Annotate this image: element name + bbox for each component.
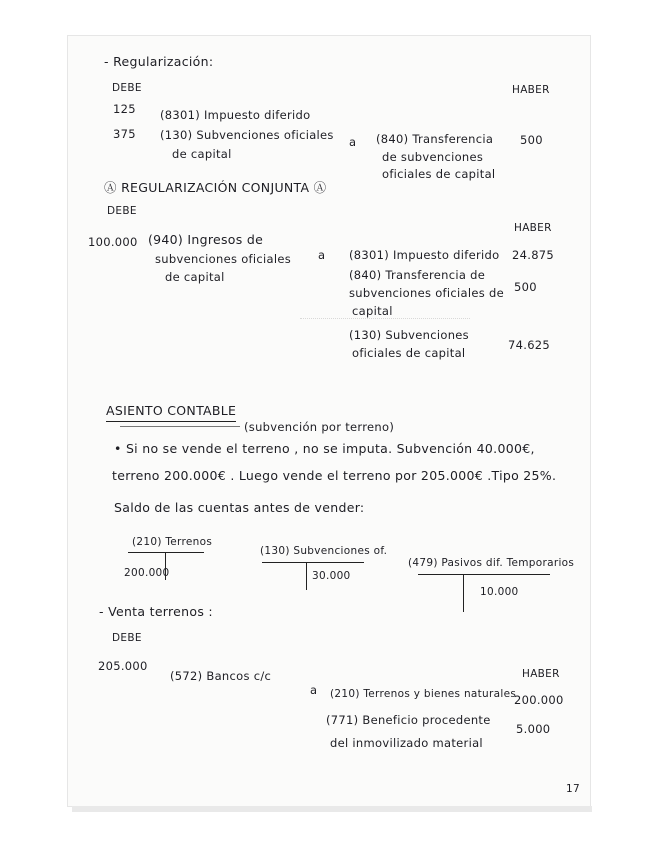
credit-account-cont: del inmovilizado material bbox=[330, 736, 483, 750]
t-account-name: (210) Terrenos bbox=[132, 536, 213, 548]
credit-account-cont: subvenciones oficiales de bbox=[349, 286, 504, 300]
credit-account: (840) Transferencia de bbox=[349, 268, 486, 282]
bullet-text: • Si no se vende el terreno , no se imputa. Subvención 40.000€, bbox=[114, 441, 535, 456]
credit-account-cont: oficiales de capital bbox=[382, 167, 496, 181]
credit-amount: 200.000 bbox=[514, 693, 564, 707]
debit-amount: 205.000 bbox=[98, 659, 148, 673]
t-account-value: 200.000 bbox=[124, 567, 170, 579]
haber-label: HABER bbox=[512, 84, 550, 96]
asiento-title: ASIENTO CONTABLE bbox=[106, 403, 237, 418]
bullet-text: terreno 200.000€ . Luego vende el terreno por 205.000€ .Tipo 25%. bbox=[112, 468, 557, 483]
credit-account: (130) Subvenciones bbox=[349, 328, 469, 342]
page-edge bbox=[72, 806, 592, 812]
saldo-text: Saldo de las cuentas antes de vender: bbox=[114, 500, 365, 515]
debe-label: DEBE bbox=[112, 82, 142, 94]
regularizacion-title: - Regularización: bbox=[104, 54, 214, 69]
debe-label: DEBE bbox=[112, 632, 142, 644]
debit-amount: 375 bbox=[113, 127, 136, 141]
t-account-value: 30.000 bbox=[312, 570, 351, 582]
bleed-through-line bbox=[300, 318, 470, 319]
debit-account: (572) Bancos c/c bbox=[170, 669, 272, 683]
debit-account: (8301) Impuesto diferido bbox=[160, 108, 311, 122]
credit-amount: 5.000 bbox=[516, 722, 551, 736]
debe-label: DEBE bbox=[107, 205, 137, 217]
t-account-stem bbox=[306, 562, 307, 590]
credit-account: (771) Beneficio procedente bbox=[326, 713, 491, 727]
a-connector: a bbox=[349, 135, 357, 149]
a-connector: a bbox=[318, 248, 326, 262]
debit-amount: 125 bbox=[113, 102, 136, 116]
t-account-value: 10.000 bbox=[480, 586, 519, 598]
credit-account: (8301) Impuesto diferido bbox=[349, 248, 500, 262]
title-underline-2 bbox=[120, 426, 240, 427]
asiento-subtitle: (subvención por terreno) bbox=[244, 420, 395, 434]
debit-account: (940) Ingresos de bbox=[148, 232, 264, 247]
debit-account: (130) Subvenciones oficiales bbox=[160, 128, 334, 142]
t-account-name: (130) Subvenciones of. bbox=[260, 545, 388, 557]
debit-account-cont: de capital bbox=[172, 147, 232, 161]
regularizacion-conjunta-title: Ⓐ REGULARIZACIÓN CONJUNTA Ⓐ bbox=[104, 180, 327, 195]
credit-amount: 500 bbox=[514, 280, 537, 294]
t-account-name: (479) Pasivos dif. Temporarios bbox=[408, 557, 575, 569]
haber-label: HABER bbox=[522, 668, 560, 680]
debit-account-cont: de capital bbox=[165, 270, 225, 284]
t-account-stem bbox=[463, 574, 464, 612]
credit-account-cont: oficiales de capital bbox=[352, 346, 466, 360]
venta-title: - Venta terrenos : bbox=[99, 604, 213, 619]
t-account-bar bbox=[262, 562, 364, 563]
credit-account: (840) Transferencia bbox=[376, 132, 494, 146]
credit-account: (210) Terrenos y bienes naturales bbox=[330, 688, 517, 700]
debit-account-cont: subvenciones oficiales bbox=[155, 252, 292, 266]
credit-account-cont: capital bbox=[352, 304, 393, 318]
t-account-bar bbox=[418, 574, 550, 575]
credit-amount: 24.875 bbox=[512, 248, 555, 262]
credit-amount: 500 bbox=[520, 133, 543, 147]
title-underline bbox=[106, 421, 236, 422]
page-number: 17 bbox=[566, 783, 580, 795]
t-account-bar bbox=[128, 552, 204, 553]
debit-amount: 100.000 bbox=[88, 235, 138, 249]
a-connector: a bbox=[310, 683, 318, 697]
haber-label: HABER bbox=[514, 222, 552, 234]
credit-amount: 74.625 bbox=[508, 338, 551, 352]
credit-account-cont: de subvenciones bbox=[382, 150, 484, 164]
